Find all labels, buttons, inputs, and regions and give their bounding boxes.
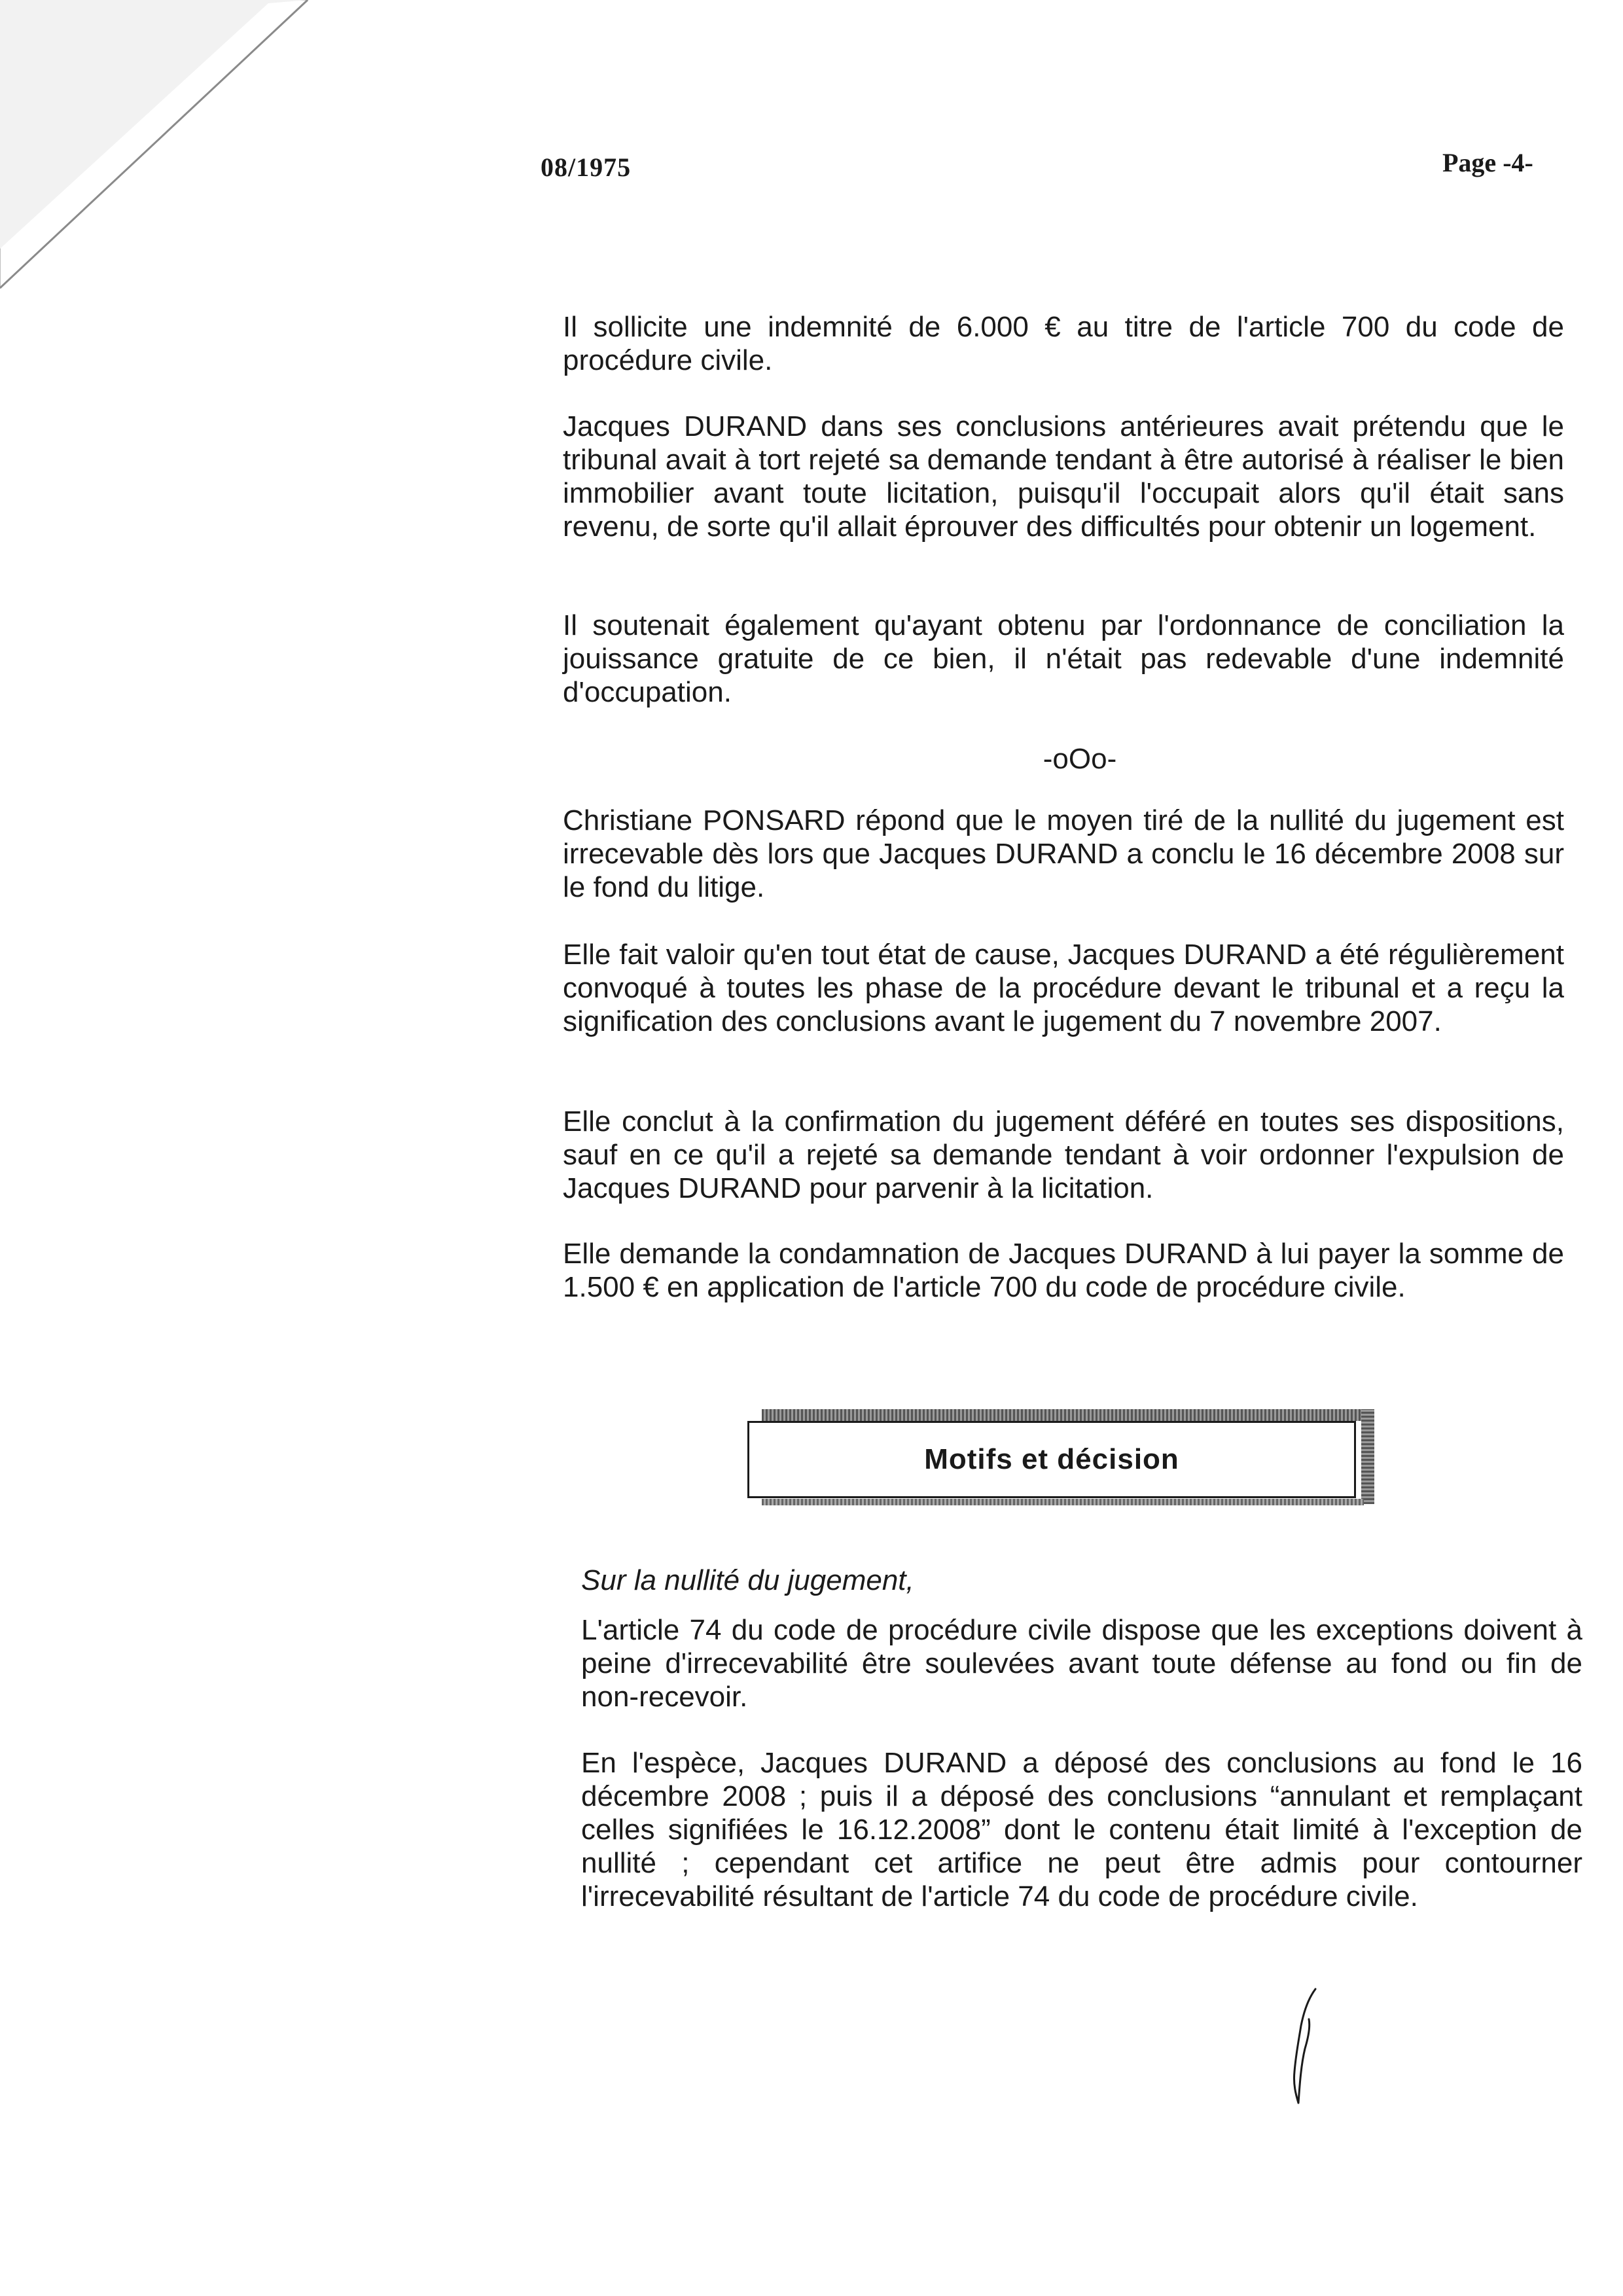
- box-frame: [747, 1421, 1356, 1498]
- paragraph-en-l-espece: En l'espèce, Jacques DURAND a déposé des conclusions au fond le 16 décembre 2008 ; puis il a déposé des conclusions “annulant et remplaçant celles signifiées le 16.12.2008” dont le contenu était limité à l'exception de nullité ; cependant cet artifice ne peut être admis pour contourner l'irrecevabilité résultant de l'article 74 du code de procédure civile.: [581, 1747, 1582, 1912]
- paragraph-ponsard-repond: Christiane PONSARD répond que le moyen tiré de la nullité du jugement est irrecevable dès lors que Jacques DURAND a conclu le 16 décembre 2008 sur le fond du litige.: [563, 804, 1564, 903]
- folded-corner: [0, 0, 314, 314]
- paragraph-durand-pretendu: Jacques DURAND dans ses conclusions antérieures avait prétendu que le tribunal avait à tort rejeté sa demande tendant à être autorisé à réaliser le bien immobilier avant toute licitation, puisqu'il l'occupait alors qu'il était sans revenu, de sorte qu'il allait éprouver des difficultés pour obtenir un logement.: [563, 410, 1564, 543]
- paragraph-article-74: L'article 74 du code de procédure civile dispose que les exceptions doivent à peine d'irrecevabilité être soulevées avant toute défense au fond ou fin de non-recevoir.: [581, 1614, 1582, 1713]
- paragraph-indemnite: Il sollicite une indemnité de 6.000 € au titre de l'article 700 du code de procédure civile.: [563, 311, 1564, 376]
- subheading-nullite: Sur la nullité du jugement,: [581, 1564, 914, 1596]
- section-title-box: [747, 1409, 1374, 1514]
- box-shadow-top: [762, 1409, 1374, 1421]
- handwritten-initials: [1276, 1986, 1335, 2117]
- box-shadow-right: [1361, 1409, 1374, 1504]
- case-reference: 08/1975: [541, 152, 632, 182]
- paragraph-conclut: Elle conclut à la confirmation du jugement déféré en toutes ses dispositions, sauf en ce qu'il a rejeté sa demande tendant à voir ordonner l'expulsion de Jacques DURAND pour parvenir à la licitation.: [563, 1105, 1564, 1204]
- paragraph-fait-valoir: Elle fait valoir qu'en tout état de cause, Jacques DURAND a été régulièrement convoqué à toutes les phase de la procédure devant le tribunal et a reçu la signification des conclusions avant le jugement du 7 novembre 2007.: [563, 939, 1564, 1037]
- paragraph-durand-soutenait: Il soutenait également qu'ayant obtenu par l'ordonnance de conciliation la jouissance gratuite de ce bien, il n'était pas redevable d'une indemnité d'occupation.: [563, 609, 1564, 708]
- page-number: Page -4-: [1442, 148, 1533, 177]
- paragraph-demande-condamnation: Elle demande la condamnation de Jacques DURAND à lui payer la somme de 1.500 € en application de l'article 700 du code de procédure civile.: [563, 1238, 1564, 1303]
- box-shadow-bottom: [762, 1499, 1364, 1505]
- separator-mark: -oOo-: [1043, 743, 1117, 775]
- section-title: Motifs et décision: [924, 1443, 1179, 1475]
